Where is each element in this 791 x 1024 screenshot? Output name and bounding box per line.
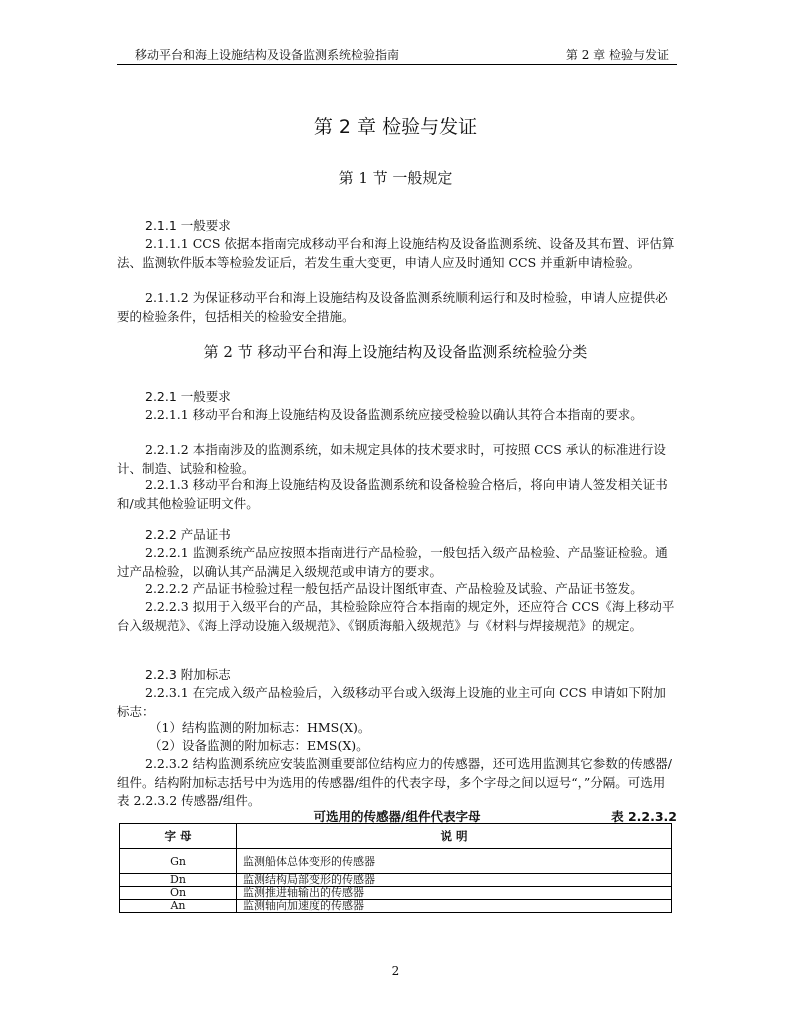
paragraph-2-2-2-1: 2.2.2.1 监测系统产品应按照本指南进行产品检验，一般包括入级产品检验、产品鉴证检验。通过产品检验，以确认其产品满足入级规范或申请方的要求。 (117, 545, 668, 579)
heading-2-1-1: 2.1.1 一般要求 (145, 218, 231, 233)
paragraph-2-2-1-3: 2.2.1.3 移动平台和海上设施结构及设备监测系统和设备检验合格后，将向申请人签发相关证书和/或其他检验证明文件。 (117, 477, 668, 511)
table-cell-description: 监测船体总体变形的传感器 (237, 849, 672, 874)
heading-2-2-2: 2.2.2 产品证书 (145, 527, 231, 542)
table-cell-code: On (120, 887, 237, 900)
table-cell-description: 监测结构局部变形的传感器 (237, 874, 672, 887)
list-item-ems: （2）设备监测的附加标志：EMS(X)。 (149, 738, 369, 753)
table-caption-number: 表 2.2.3.2 (611, 809, 677, 824)
paragraph-2-1-1-1: 2.1.1.1 CCS 依据本指南完成移动平台和海上设施结构及设备监测系统、设备及其布置、评估算法、监测软件版本等检验发证后，若发生重大变更，申请人应及时通知 CCS 并重新申请检验。 (117, 236, 675, 270)
list-item-hms: （1）结构监测的附加标志：HMS(X)。 (149, 720, 371, 735)
heading-2-2-1: 2.2.1 一般要求 (145, 389, 231, 404)
table-row (120, 900, 672, 913)
paragraph-2-2-1-2: 2.2.1.2 本指南涉及的监测系统，如未规定具体的技术要求时，可按照 CCS 承认的标准进行设计、制造、试验和检验。 (117, 442, 666, 476)
sensor-code-table (119, 823, 672, 913)
table-cell-code: Gn (120, 849, 237, 874)
header-document-title: 移动平台和海上设施结构及设备监测系统检验指南 (135, 48, 400, 62)
table-cell-description: 监测轴向加速度的传感器 (237, 900, 672, 913)
page-number: 2 (391, 964, 400, 978)
heading-2-2-3: 2.2.3 附加标志 (145, 667, 231, 682)
table-header-description: 说 明 (237, 824, 672, 849)
table-caption-title: 可选用的传感器/组件代表字母 (313, 809, 481, 824)
table-row (120, 874, 672, 887)
running-header (117, 42, 677, 65)
chapter-title: 第 2 章 检验与发证 (313, 116, 478, 138)
paragraph-2-2-2-3: 2.2.2.3 拟用于入级平台的产品，其检验除应符合本指南的规定外，还应符合 CCS《海上移动平台入级规范》、《海上浮动设施入级规范》、《钢质海船入级规范》与《材料与焊接规范》的规定。 (117, 599, 675, 633)
header-chapter: 第 2 章 检验与发证 (565, 48, 669, 62)
table-caption (117, 807, 677, 823)
section-2-title: 第 2 节 移动平台和海上设施结构及设备监测系统检验分类 (203, 343, 588, 361)
section-1-title: 第 1 节 一般规定 (338, 169, 453, 187)
table-cell-code: Dn (120, 874, 237, 887)
table-cell-code: An (120, 900, 237, 913)
paragraph-2-2-2-2: 2.2.2.2 产品证书检验过程一般包括产品设计图纸审查、产品检验及试验、产品证书签发。 (145, 581, 643, 596)
paragraph-2-2-1-1: 2.2.1.1 移动平台和海上设施结构及设备监测系统应接受检验以确认其符合本指南的要求。 (145, 407, 643, 422)
paragraph-2-2-3-1: 2.2.3.1 在完成入级产品检验后，入级移动平台或入级海上设施的业主可向 CCS 申请如下附加标志： (117, 685, 666, 719)
table-row (120, 887, 672, 900)
table-header-row (120, 824, 672, 849)
paragraph-2-1-1-2: 2.1.1.2 为保证移动平台和海上设施结构及设备监测系统顺利运行和及时检验，申请人应提供必要的检验条件，包括相关的检验安全措施。 (117, 290, 668, 324)
paragraph-2-2-3-2: 2.2.3.2 结构监测系统应安装监测重要部位结构应力的传感器，还可选用监测其它参数的传感器/组件。结构附加标志括号中为选用的传感器/组件的代表字母，多个字母之间以逗号“，”分隔。可选用表 2.2.3.2 传感器/组件。 (117, 756, 672, 808)
table-header-letter: 字 母 (120, 824, 237, 849)
table-row (120, 849, 672, 874)
table-cell-description: 监测推进轴输出的传感器 (237, 887, 672, 900)
